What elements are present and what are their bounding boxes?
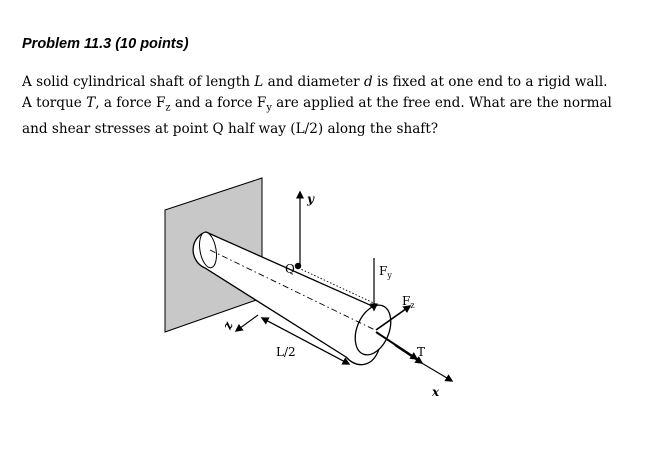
statement-line-2-segment-5: y bbox=[266, 102, 272, 114]
statement-line-2-segment-0: A torque bbox=[22, 95, 87, 111]
y-axis-label: y bbox=[307, 192, 314, 206]
statement-line-1-segment-0: A solid cylindrical shaft of length bbox=[22, 74, 255, 90]
statement-line-1-segment-4: is fixed at one end to a rigid wall. bbox=[372, 74, 608, 90]
x-axis-arrow bbox=[420, 362, 452, 381]
half-length-label: L/2 bbox=[276, 345, 296, 359]
force-y-label: $F_y$ bbox=[379, 264, 392, 280]
x-axis-label: x bbox=[432, 385, 440, 399]
statement-line-2-segment-4: and a force F bbox=[170, 95, 267, 111]
point-q bbox=[295, 263, 301, 269]
statement-line-2-segment-2: , a force F bbox=[95, 95, 166, 111]
statement-line-1-segment-1: L bbox=[254, 74, 264, 90]
statement-line-2-segment-1: T bbox=[86, 95, 96, 111]
z-axis-label: z bbox=[220, 319, 236, 332]
force-z-label: $F_z$ bbox=[402, 294, 415, 310]
force-z-subscript: z bbox=[410, 301, 415, 310]
force-y-subscript: y bbox=[387, 271, 392, 280]
point-q-label: Q bbox=[285, 262, 295, 276]
statement-line-1-segment-3: d bbox=[363, 74, 373, 90]
statement-line-1-segment-2: and diameter bbox=[263, 74, 364, 90]
torque-label: T bbox=[417, 345, 426, 359]
problem-heading: Problem 11.3 (10 points) bbox=[22, 36, 189, 52]
statement-line-2-segment-3: z bbox=[165, 102, 171, 114]
statement-line-3-segment-0: and shear stresses at point Q half way (L/2) along the shaft? bbox=[22, 120, 439, 137]
statement-line-2-segment-6: are applied at the free end. What are the normal bbox=[271, 95, 612, 111]
z-axis-arrow bbox=[236, 315, 258, 331]
